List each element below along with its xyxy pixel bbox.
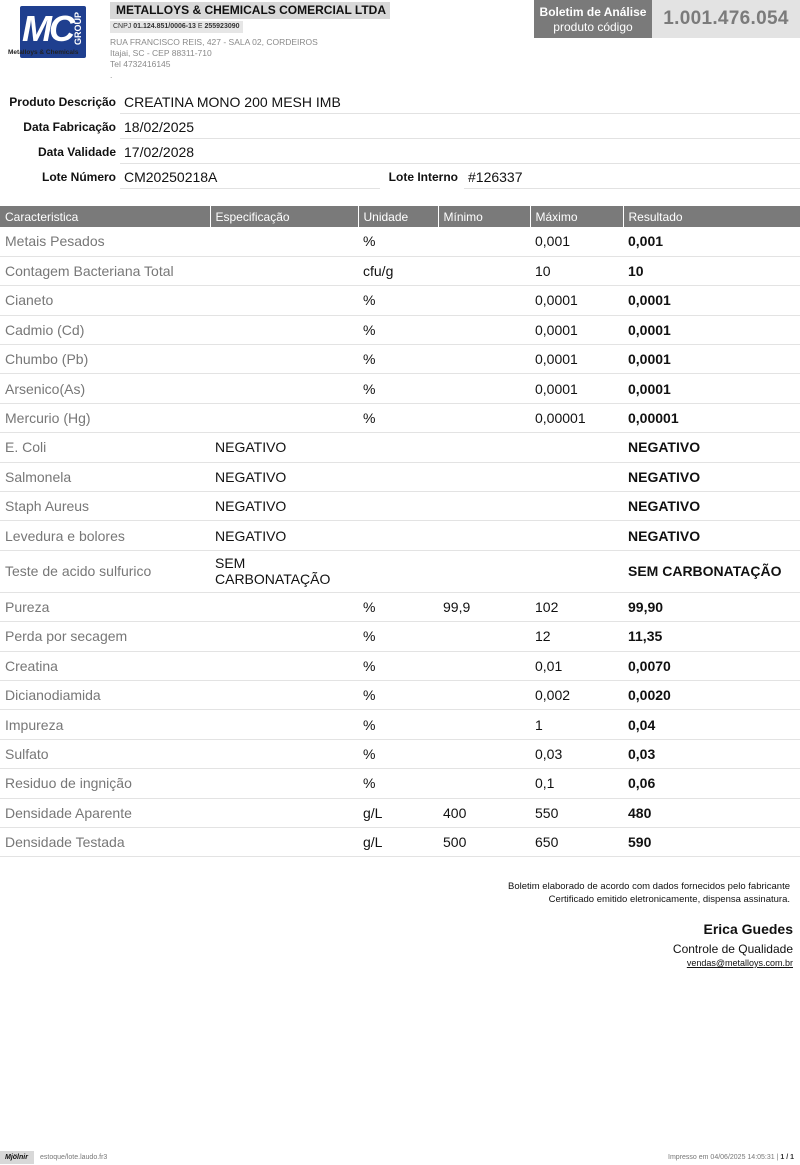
table-row <box>0 315 800 344</box>
cell-min <box>438 462 530 491</box>
cell-unit <box>358 492 438 521</box>
cell-min <box>438 622 530 651</box>
cell-max: 650 <box>530 827 623 856</box>
cell-specification <box>210 256 358 285</box>
cell-min: 99,9 <box>438 592 530 621</box>
cell-result: 99,90 <box>623 592 800 621</box>
cell-result: 0,001 <box>623 227 800 256</box>
table-row <box>0 798 800 827</box>
cell-specification: NEGATIVO <box>210 521 358 550</box>
cell-characteristic: Levedura e bolores <box>0 521 210 550</box>
signer-role: Controle de Qualidade <box>672 942 793 956</box>
cell-specification <box>210 227 358 256</box>
col-header-unit: Unidade <box>358 206 438 227</box>
ie-value: 255923090 <box>204 23 240 30</box>
cell-result: NEGATIVO <box>623 492 800 521</box>
cell-max: 0,0001 <box>530 315 623 344</box>
company-cnpj <box>110 21 243 33</box>
printed-timestamp: Impresso em 04/06/2025 14:05:31 | <box>668 1154 779 1161</box>
cell-result: NEGATIVO <box>623 433 800 462</box>
divider <box>120 138 800 139</box>
cell-unit <box>358 550 438 592</box>
cell-min <box>438 710 530 739</box>
cell-characteristic: Metais Pesados <box>0 227 210 256</box>
cell-min <box>438 769 530 798</box>
internal-lot-value: #126337 <box>468 169 523 185</box>
cell-unit: % <box>358 227 438 256</box>
cell-result: 0,0070 <box>623 651 800 680</box>
table-row <box>0 710 800 739</box>
table-row <box>0 462 800 491</box>
company-address-line2: Itajai, SC - CEP 88311-710 <box>110 48 212 58</box>
cell-min <box>438 492 530 521</box>
cell-min <box>438 651 530 680</box>
fab-date-value: 18/02/2025 <box>124 119 195 135</box>
cell-unit: % <box>358 769 438 798</box>
cell-result: SEM CARBONATAÇÃO <box>623 550 800 592</box>
system-brand: Mjölnir <box>0 1151 34 1164</box>
footer-note-1: Boletim elaborado de acordo com dados fornecidos pelo fabricante <box>507 881 790 892</box>
cell-max: 0,002 <box>530 680 623 709</box>
cell-characteristic: Staph Aureus <box>0 492 210 521</box>
cell-specification <box>210 710 358 739</box>
table-row <box>0 227 800 256</box>
cell-specification <box>210 798 358 827</box>
cnpj-value: 01.124.851/0006-13 <box>133 23 196 30</box>
cell-characteristic: Chumbo (Pb) <box>0 345 210 374</box>
cell-result: NEGATIVO <box>623 462 800 491</box>
val-date-label: Data Validade <box>37 145 116 159</box>
cell-min <box>438 256 530 285</box>
cell-max: 1 <box>530 710 623 739</box>
cell-unit: % <box>358 739 438 768</box>
cell-unit: % <box>358 315 438 344</box>
cell-min <box>438 345 530 374</box>
cell-characteristic: Cadmio (Cd) <box>0 315 210 344</box>
cell-unit: % <box>358 680 438 709</box>
table-row <box>0 827 800 856</box>
cell-unit <box>358 521 438 550</box>
cell-min <box>438 739 530 768</box>
cell-min <box>438 680 530 709</box>
cell-unit: % <box>358 374 438 403</box>
product-desc-label: Produto Descrição <box>9 95 116 109</box>
cell-result: 0,0001 <box>623 374 800 403</box>
cell-max: 12 <box>530 622 623 651</box>
cell-min <box>438 315 530 344</box>
cell-specification <box>210 374 358 403</box>
cell-max <box>530 462 623 491</box>
cell-unit: cfu/g <box>358 256 438 285</box>
cell-unit: % <box>358 622 438 651</box>
table-row <box>0 256 800 285</box>
cell-result: 590 <box>623 827 800 856</box>
company-address-line1: RUA FRANCISCO REIS, 427 - SALA 02, CORDEIROS <box>110 37 318 47</box>
val-date-value: 17/02/2028 <box>124 144 195 160</box>
divider <box>120 113 800 114</box>
table-row <box>0 550 800 592</box>
table-header-row <box>0 206 800 227</box>
col-header-max: Máximo <box>530 206 623 227</box>
report-path: estoque/lote.laudo.fr3 <box>40 1154 108 1161</box>
cell-unit: % <box>358 345 438 374</box>
divider <box>464 188 800 189</box>
cell-specification: NEGATIVO <box>210 462 358 491</box>
cell-min <box>438 403 530 432</box>
internal-lot-label: Lote Interno <box>388 170 458 184</box>
cell-result: 0,06 <box>623 769 800 798</box>
divider <box>120 188 380 189</box>
cell-result: 0,0001 <box>623 315 800 344</box>
cnpj-label: CNPJ <box>113 23 132 30</box>
cell-characteristic: Densidade Aparente <box>0 798 210 827</box>
cell-result: 0,0001 <box>623 286 800 315</box>
cell-min <box>438 521 530 550</box>
col-header-characteristic: Caracteristica <box>0 206 210 227</box>
cell-specification <box>210 651 358 680</box>
cell-min <box>438 550 530 592</box>
cell-result: 0,04 <box>623 710 800 739</box>
logo-subtitle: Metalloys & Chemicals <box>8 49 79 56</box>
cell-characteristic: Cianeto <box>0 286 210 315</box>
logo-text: MC <box>22 8 72 49</box>
cell-max: 10 <box>530 256 623 285</box>
divider <box>120 163 800 164</box>
cell-specification <box>210 739 358 768</box>
cell-characteristic: Dicianodiamida <box>0 680 210 709</box>
cell-result: 0,00001 <box>623 403 800 432</box>
company-name: METALLOYS & CHEMICALS COMERCIAL LTDA <box>110 2 390 19</box>
table-row <box>0 403 800 432</box>
cell-characteristic: Teste de acido sulfurico <box>0 550 210 592</box>
lot-number-label: Lote Número <box>41 170 116 184</box>
cell-characteristic: Densidade Testada <box>0 827 210 856</box>
cell-specification <box>210 345 358 374</box>
cell-max <box>530 492 623 521</box>
table-row <box>0 680 800 709</box>
table-row <box>0 622 800 651</box>
cell-characteristic: Perda por secagem <box>0 622 210 651</box>
cell-unit: % <box>358 286 438 315</box>
cell-specification <box>210 286 358 315</box>
cell-characteristic: Impureza <box>0 710 210 739</box>
company-address-dot: . <box>110 70 113 80</box>
cell-max: 0,00001 <box>530 403 623 432</box>
cell-specification: SEM CARBONATAÇÃO <box>210 550 358 592</box>
cell-specification <box>210 827 358 856</box>
cell-max: 0,01 <box>530 651 623 680</box>
table-row <box>0 286 800 315</box>
cell-unit: % <box>358 651 438 680</box>
cell-specification: NEGATIVO <box>210 492 358 521</box>
cell-specification: NEGATIVO <box>210 433 358 462</box>
cell-min: 500 <box>438 827 530 856</box>
cell-min <box>438 433 530 462</box>
cell-specification <box>210 769 358 798</box>
logo-group-text: GROUP <box>73 12 83 46</box>
cell-min <box>438 227 530 256</box>
table-row <box>0 345 800 374</box>
contact-email-link[interactable]: vendas@metalloys.com.br <box>686 958 793 968</box>
fab-date-label: Data Fabricação <box>23 120 116 134</box>
cell-characteristic: Mercurio (Hg) <box>0 403 210 432</box>
table-row <box>0 433 800 462</box>
footer-note-2: Certificado emitido eletronicamente, dispensa assinatura. <box>548 894 790 905</box>
cell-max: 0,0001 <box>530 345 623 374</box>
cell-max: 0,0001 <box>530 374 623 403</box>
cell-unit: % <box>358 403 438 432</box>
results-table <box>0 206 800 857</box>
cell-unit <box>358 433 438 462</box>
cell-unit: g/L <box>358 798 438 827</box>
cell-unit: g/L <box>358 827 438 856</box>
col-header-min: Mínimo <box>438 206 530 227</box>
cell-specification <box>210 592 358 621</box>
cell-specification <box>210 315 358 344</box>
cell-specification <box>210 680 358 709</box>
cell-max: 0,001 <box>530 227 623 256</box>
cell-max <box>530 433 623 462</box>
table-row <box>0 769 800 798</box>
cell-result: 10 <box>623 256 800 285</box>
cell-result: 0,0001 <box>623 345 800 374</box>
col-header-specification: Especificação <box>210 206 358 227</box>
cell-result: 480 <box>623 798 800 827</box>
cell-characteristic: Pureza <box>0 592 210 621</box>
table-row <box>0 374 800 403</box>
cell-max <box>530 521 623 550</box>
cell-max: 550 <box>530 798 623 827</box>
cell-result: 0,0020 <box>623 680 800 709</box>
product-desc-value: CREATINA MONO 200 MESH IMB <box>124 94 341 110</box>
cell-characteristic: Creatina <box>0 651 210 680</box>
cell-min: 400 <box>438 798 530 827</box>
ie-label: E <box>197 23 203 30</box>
signer-name: Erica Guedes <box>703 921 793 937</box>
cell-characteristic: Contagem Bacteriana Total <box>0 256 210 285</box>
cell-specification <box>210 403 358 432</box>
cell-max: 102 <box>530 592 623 621</box>
bulletin-title-box <box>534 0 652 38</box>
bulletin-code: 1.001.476.054 <box>652 0 800 38</box>
bulletin-title: Boletim de Análise <box>539 5 647 19</box>
cell-max: 0,1 <box>530 769 623 798</box>
cell-result: NEGATIVO <box>623 521 800 550</box>
cell-max: 0,0001 <box>530 286 623 315</box>
company-phone: Tel 4732416145 <box>110 59 171 69</box>
cell-characteristic: E. Coli <box>0 433 210 462</box>
lot-number-value: CM20250218A <box>124 169 218 185</box>
cell-unit: % <box>358 710 438 739</box>
table-row <box>0 651 800 680</box>
col-header-result: Resultado <box>623 206 800 227</box>
cell-min <box>438 374 530 403</box>
cell-characteristic: Residuo de ingnição <box>0 769 210 798</box>
cell-max <box>530 550 623 592</box>
page-number: 1 / 1 <box>780 1154 794 1161</box>
cell-result: 0,03 <box>623 739 800 768</box>
cell-characteristic: Sulfato <box>0 739 210 768</box>
cell-specification <box>210 622 358 651</box>
bulletin-subtitle: produto código <box>553 20 633 34</box>
cell-result: 11,35 <box>623 622 800 651</box>
cell-max: 0,03 <box>530 739 623 768</box>
table-row <box>0 592 800 621</box>
cell-unit: % <box>358 592 438 621</box>
cell-unit <box>358 462 438 491</box>
cell-characteristic: Salmonela <box>0 462 210 491</box>
cell-min <box>438 286 530 315</box>
printed-info <box>668 1151 794 1164</box>
table-row <box>0 739 800 768</box>
table-row <box>0 521 800 550</box>
table-row <box>0 492 800 521</box>
cell-characteristic: Arsenico(As) <box>0 374 210 403</box>
